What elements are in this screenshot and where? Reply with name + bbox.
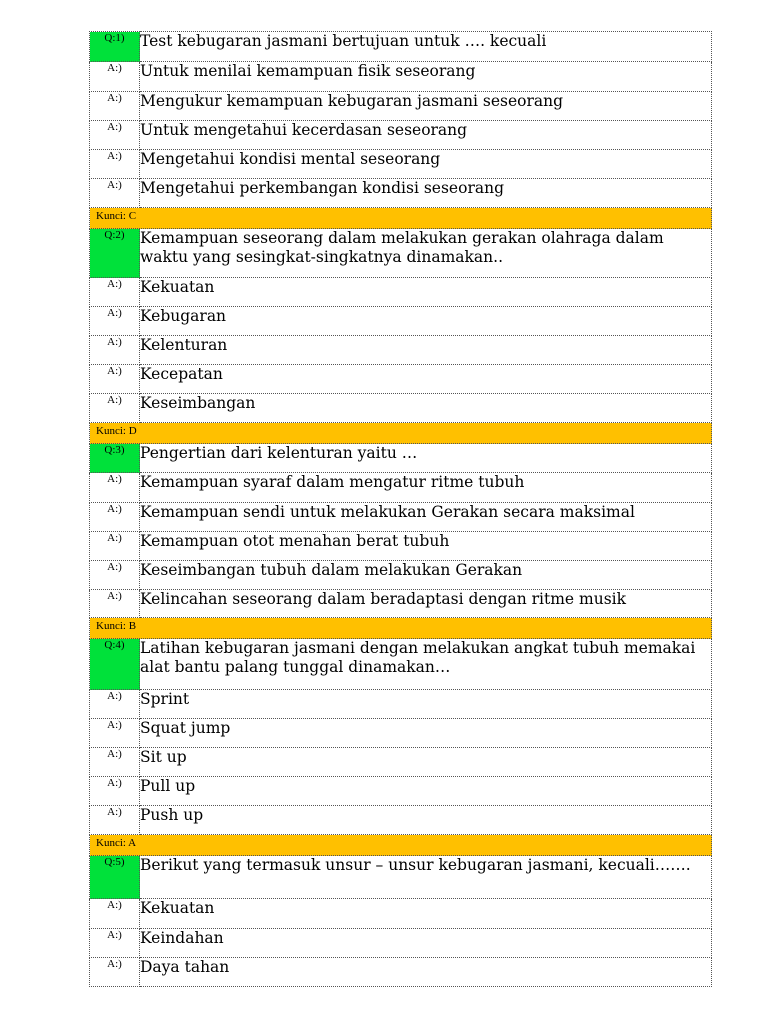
option-text: Kemampuan otot menahan berat tubuh (140, 532, 712, 561)
option-text: Mengukur kemampuan kebugaran jasmani seseorang (140, 92, 712, 121)
option-label: A:) (90, 473, 140, 503)
option-row (90, 958, 712, 987)
option-row (90, 121, 712, 150)
option-row (90, 307, 712, 336)
option-text: Mengetahui kondisi mental seseorang (140, 150, 712, 179)
option-row (90, 150, 712, 179)
option-text: Push up (140, 806, 712, 835)
answer-key-row (90, 423, 712, 444)
answer-key: Kunci: D (90, 423, 712, 444)
option-label: A:) (90, 532, 140, 561)
option-row (90, 92, 712, 121)
option-row (90, 394, 712, 423)
option-label: A:) (90, 150, 140, 179)
option-label: A:) (90, 307, 140, 336)
option-text: Kebugaran (140, 307, 712, 336)
option-label: A:) (90, 92, 140, 121)
question-row (90, 32, 712, 62)
option-row (90, 62, 712, 92)
option-text: Kekuatan (140, 278, 712, 307)
option-text: Kemampuan syaraf dalam mengatur ritme tubuh (140, 473, 712, 503)
option-text: Keindahan (140, 929, 712, 958)
question-row (90, 229, 712, 278)
option-label: A:) (90, 394, 140, 423)
question-text: Kemampuan seseorang dalam melakukan gerakan olahraga dalam waktu yang sesingkat-singkatnya dinamakan.. (140, 229, 712, 278)
question-number: Q:2) (90, 229, 140, 278)
question-text: Pengertian dari kelenturan yaitu … (140, 444, 712, 473)
question-row (90, 639, 712, 690)
question-number: Q:5) (90, 856, 140, 899)
option-label: A:) (90, 121, 140, 150)
option-text: Keseimbangan tubuh dalam melakukan Gerakan (140, 561, 712, 590)
option-row (90, 179, 712, 208)
option-label: A:) (90, 777, 140, 806)
option-row (90, 899, 712, 929)
option-label: A:) (90, 278, 140, 307)
question-number: Q:1) (90, 32, 140, 62)
option-label: A:) (90, 719, 140, 748)
option-text: Sprint (140, 690, 712, 719)
option-text: Kekuatan (140, 899, 712, 929)
option-label: A:) (90, 929, 140, 958)
option-label: A:) (90, 958, 140, 987)
question-text: Latihan kebugaran jasmani dengan melakukan angkat tubuh memakai alat bantu palang tunggal dinamakan… (140, 639, 712, 690)
option-row (90, 690, 712, 719)
question-number: Q:4) (90, 639, 140, 690)
option-text: Sit up (140, 748, 712, 777)
option-row (90, 278, 712, 307)
option-row (90, 748, 712, 777)
answer-key: Kunci: C (90, 208, 712, 229)
answer-key: Kunci: B (90, 618, 712, 639)
option-label: A:) (90, 179, 140, 208)
option-text: Kemampuan sendi untuk melakukan Gerakan secara maksimal (140, 503, 712, 532)
option-text: Keseimbangan (140, 394, 712, 423)
answer-key-row (90, 835, 712, 856)
option-row (90, 365, 712, 394)
question-text: Berikut yang termasuk unsur – unsur kebugaran jasmani, kecuali……. (140, 856, 712, 899)
option-label: A:) (90, 561, 140, 590)
option-row (90, 806, 712, 835)
option-label: A:) (90, 748, 140, 777)
option-label: A:) (90, 503, 140, 532)
option-row (90, 336, 712, 365)
option-row (90, 503, 712, 532)
option-text: Untuk menilai kemampuan fisik seseorang (140, 62, 712, 92)
option-row (90, 532, 712, 561)
option-text: Kecepatan (140, 365, 712, 394)
option-label: A:) (90, 336, 140, 365)
option-label: A:) (90, 590, 140, 618)
question-row (90, 856, 712, 899)
option-row (90, 561, 712, 590)
option-label: A:) (90, 62, 140, 92)
option-text: Untuk mengetahui kecerdasan seseorang (140, 121, 712, 150)
option-text: Daya tahan (140, 958, 712, 987)
option-label: A:) (90, 899, 140, 929)
option-row (90, 590, 712, 618)
option-row (90, 473, 712, 503)
option-text: Kelincahan seseorang dalam beradaptasi dengan ritme musik (140, 590, 712, 618)
answer-key: Kunci: A (90, 835, 712, 856)
option-text: Mengetahui perkembangan kondisi seseorang (140, 179, 712, 208)
option-label: A:) (90, 806, 140, 835)
quiz-table (89, 31, 712, 987)
answer-key-row (90, 618, 712, 639)
option-row (90, 719, 712, 748)
option-label: A:) (90, 365, 140, 394)
option-text: Kelenturan (140, 336, 712, 365)
option-text: Squat jump (140, 719, 712, 748)
option-text: Pull up (140, 777, 712, 806)
question-text: Test kebugaran jasmani bertujuan untuk …. kecuali (140, 32, 712, 62)
option-label: A:) (90, 690, 140, 719)
question-row (90, 444, 712, 473)
option-row (90, 777, 712, 806)
question-number: Q:3) (90, 444, 140, 473)
option-row (90, 929, 712, 958)
answer-key-row (90, 208, 712, 229)
